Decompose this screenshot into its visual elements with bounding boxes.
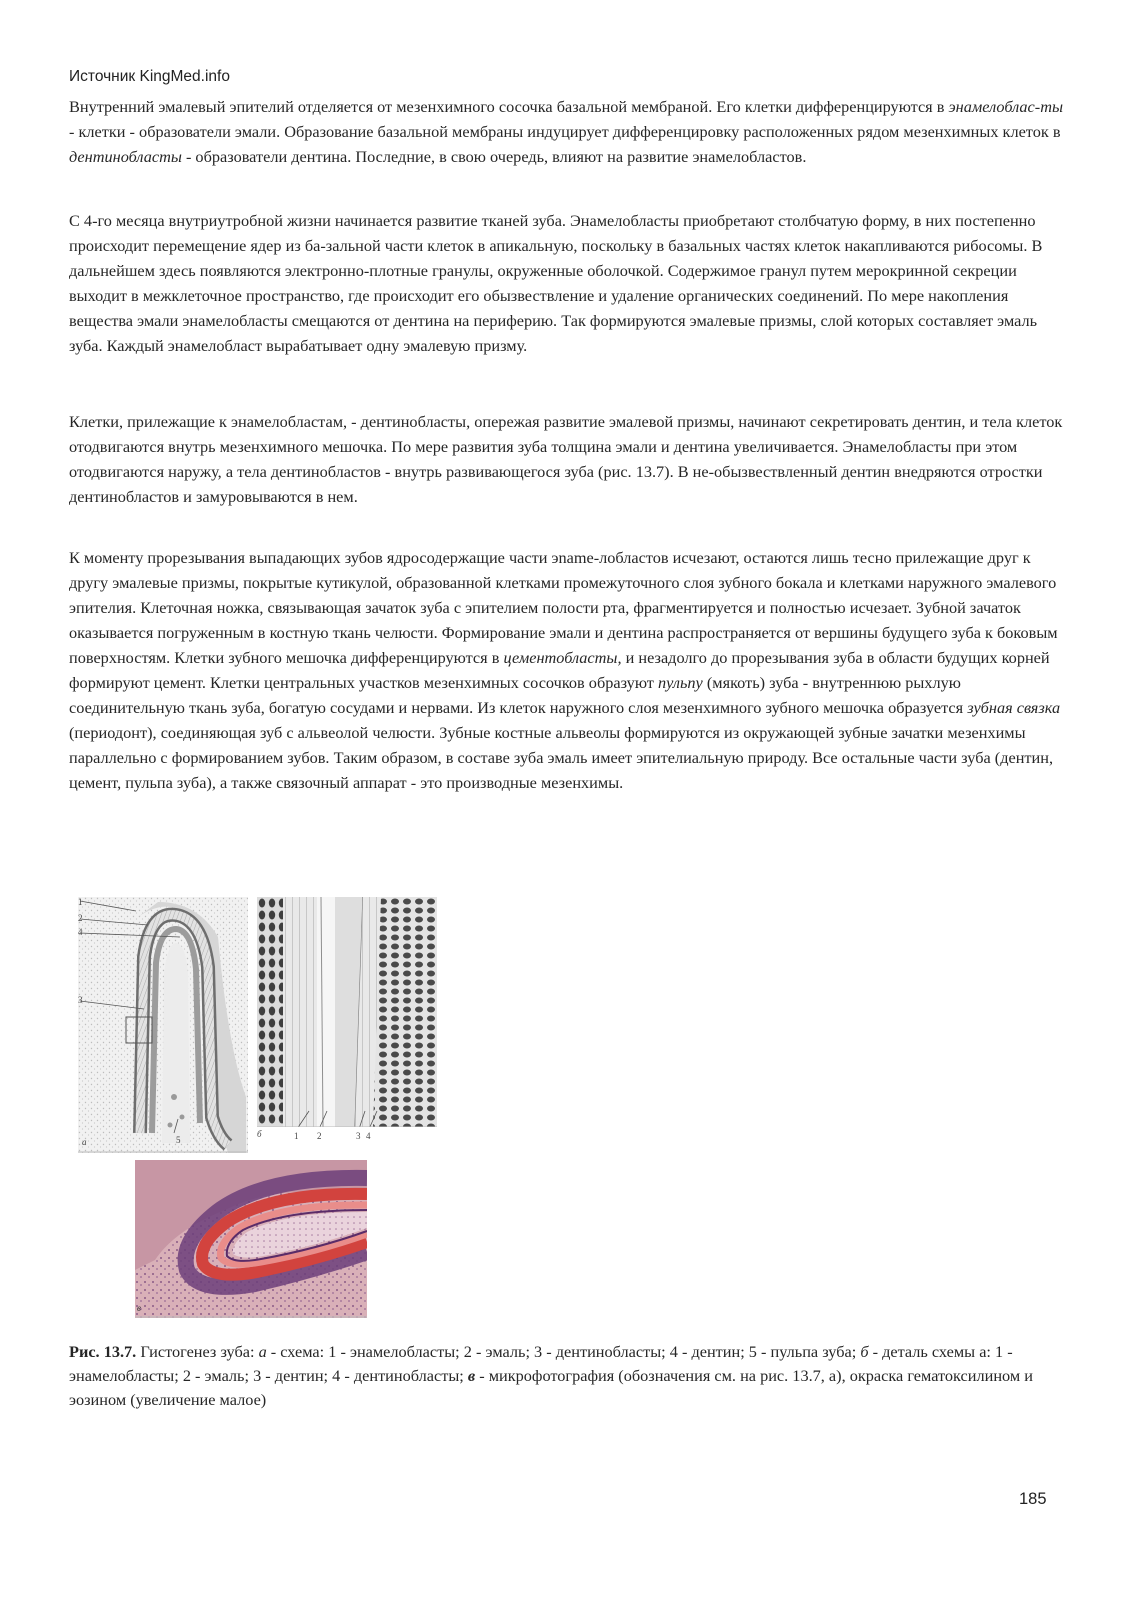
panel-a-letter: а	[82, 1137, 87, 1147]
page-number: 185	[1019, 1490, 1047, 1508]
caption-text-4: - микрофотография (обозначения см. на рис. 13.7, а), окраска гематоксилином и эозином (увеличение малое)	[69, 1366, 1033, 1409]
caption-letter-b: б	[860, 1342, 869, 1361]
source-header: Источник KingMed.info	[69, 68, 230, 85]
paragraph-3-text: Клетки, прилежащие к энамелобластам, - дентинобласты, опережая развитие эмалевой призмы, начинают секретировать дентин, и тела клеток отодвигаются внутрь мезенхимного мешочка. По мере развития зуба толщина эмали и дентина увеличивается. Энамелобласты при этом отодвигаются наружу, а тела дентинобластов - внутрь развивающегося зуба (рис. 13.7). В не-обызвествленный дентин внедряются отростки дентинобластов и замуровываются в нем.	[69, 412, 1063, 506]
paragraph-4-text-1: К моменту прорезывания выпадающих зубов ядросодержащие части эname-лобластов исчезают, остаются лишь тесно прилежащие друг к другу эмалевые призмы, покрытые кутикулой, образованной клетками промежуточного слоя зубного бокала и клетками наружного эмалевого эпителия. Клеточная ножка, связывающая зачаток зуба с эпителием полости рта, фрагментируется и полностью исчезает. Зубной зачаток оказывается погруженным в костную ткань челюсти. Формирование эмали и дентина распространяется от вершины будущего зуба к боковым поверхностям. Клетки зубного мешочка дифференцируются в	[69, 548, 1058, 667]
figure-caption	[69, 1340, 1069, 1412]
micrograph-image	[135, 1160, 367, 1318]
panel-a-label-2: 2	[78, 913, 83, 923]
paragraph-1-text-2: - клетки - образователи эмали. Образование базальной мембраны индуцирует дифференцировку расположенных рядом мезенхимных клеток в	[69, 122, 1061, 141]
panel-b-label-2: 2	[317, 1131, 322, 1141]
term-pulp: пульпу	[657, 673, 703, 692]
panel-c-letter: в	[137, 1303, 141, 1313]
paragraph-4-text-4: (периодонт), соединяющая зуб с альвеолой челюсти. Зубные костные альвеолы формируются из окружающей зубные зачатки мезенхимы параллельно с формированием зубов. Таким образом, в составе зуба эмаль имеет эпителиальную природу. Все остальные части зуба (дентин, цемент, пульпа зуба), а также связочный аппарат - это производные мезенхимы.	[69, 723, 1054, 792]
caption-letter-a: а	[258, 1342, 267, 1361]
caption-text-3: - деталь схемы а: 1 - энамелобласты; 2 - эмаль; 3 - дентин; 4 - дентинобласты;	[69, 1342, 1013, 1385]
schematic-drawing	[78, 897, 248, 1153]
paragraph-1-text-3: - образователи дентина. Последние, в свою очередь, влияют на развитие энамелобластов.	[181, 147, 807, 166]
paragraph-3	[69, 409, 1069, 509]
paragraph-2	[69, 208, 1069, 358]
term-dentinoblasts: дентинобласты	[69, 147, 182, 166]
panel-b-label-4: 4	[366, 1131, 371, 1141]
figure-number: Рис. 13.7.	[69, 1342, 137, 1361]
caption-text-2: - схема: 1 - энамелобласты; 2 - эмаль; 3 - дентинобласты; 4 - дентин; 5 - пульпа зуба;	[266, 1342, 861, 1361]
paragraph-2-text: С 4-го месяца внутриутробной жизни начинается развитие тканей зуба. Энамелобласты приобретают столбчатую форму, в них постепенно происходит перемещение ядер из ба-зальной части клеток в апикальную, поскольку в базальных частях клеток накапливаются рибосомы. В дальнейшем здесь появляются электронно-плотные гранулы, окруженные оболочкой. Содержимое гранул путем мерокринной секреции выходит в межклеточное пространство, где происходит его обызвествление и удаление органических соединений. По мере накопления вещества эмали энамелобласты смещаются от дентина на периферию. Так формируются эмалевые призмы, слой которых составляет эмаль зуба. Каждый энамелобласт вырабатывает одну эмалевую призму.	[69, 211, 1043, 355]
cell-detail-drawing	[257, 897, 437, 1147]
term-enameloblasts: энамелоблас-ты	[948, 97, 1063, 116]
paragraph-4-text-2: и незадолго до прорезывания зуба в области будущих корней формируют цемент. Клетки центральных участков мезенхимных сосочков образуют	[69, 648, 1050, 692]
paragraph-1-text-1: Внутренний эмалевый эпителий отделяется от мезенхимного сосочка базальной мембраной. Его клетки дифференцируются в	[69, 97, 949, 116]
caption-text-1: Гистогенез зуба:	[136, 1342, 259, 1361]
term-periodontal-ligament: зубная связка	[967, 698, 1061, 717]
term-cementoblasts: цементобласты,	[503, 648, 622, 667]
paragraph-4	[69, 545, 1069, 795]
panel-a-label-3: 3	[78, 995, 83, 1005]
panel-b-label-1: 1	[294, 1131, 299, 1141]
paragraph-1	[69, 94, 1069, 169]
figure-panel-b-detail	[257, 897, 437, 1147]
panel-b-label-3: 3	[356, 1131, 361, 1141]
panel-a-label-4: 4	[78, 927, 83, 937]
caption-letter-c: в	[467, 1366, 476, 1385]
panel-a-label-5: 5	[176, 1135, 181, 1145]
paragraph-4-text-3: (мякоть) зуба - внутреннюю рыхлую соединительную ткань зуба, богатую сосудами и нервами. Из клеток наружного слоя мезенхимного зубного мешочка образуется	[69, 673, 968, 717]
figure-panel-c-micrograph	[135, 1160, 367, 1318]
panel-a-label-1: 1	[78, 897, 83, 907]
figure-panel-a-schematic	[78, 897, 248, 1153]
panel-b-letter: б	[257, 1129, 262, 1139]
